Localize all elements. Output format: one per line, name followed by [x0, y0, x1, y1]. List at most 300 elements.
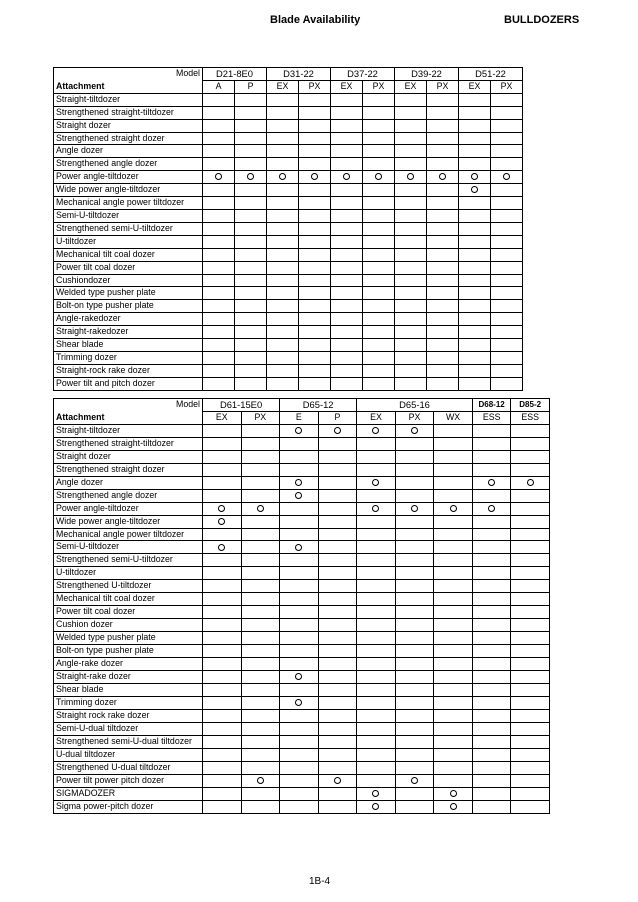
- table-row: [54, 683, 550, 696]
- table-row: [54, 248, 523, 261]
- attachment-label: Attachment: [54, 411, 203, 424]
- availability-cell: [395, 606, 434, 619]
- availability-cell: [299, 339, 331, 352]
- availability-cell: [267, 377, 299, 390]
- table-row: [54, 145, 523, 158]
- availability-cell: [511, 502, 550, 515]
- attachment-name: Cushion dozer: [54, 619, 203, 632]
- availability-cell: [203, 554, 242, 567]
- availability-cell: [318, 554, 357, 567]
- available-circle-icon: [247, 173, 254, 180]
- availability-cell: [395, 287, 427, 300]
- availability-cell: [203, 632, 242, 645]
- table-row: [54, 671, 550, 684]
- attachment-name: Strengthened straight-tiltdozer: [54, 437, 203, 450]
- availability-cell: [395, 593, 434, 606]
- availability-cell: [395, 93, 427, 106]
- availability-cell: [203, 502, 242, 515]
- table-row: [54, 761, 550, 774]
- model-group-header: D37-22: [331, 68, 395, 81]
- variant-header: EX: [267, 80, 299, 93]
- availability-cell: [491, 339, 523, 352]
- availability-cell: [280, 619, 319, 632]
- availability-cell: [357, 671, 396, 684]
- availability-cell: [299, 351, 331, 364]
- availability-cell: [280, 696, 319, 709]
- availability-cell: [203, 248, 235, 261]
- availability-cell: [280, 632, 319, 645]
- variant-header-row: [54, 80, 523, 93]
- availability-cell: [267, 119, 299, 132]
- availability-cell: [318, 528, 357, 541]
- availability-cell: [434, 787, 473, 800]
- availability-cell: [363, 339, 395, 352]
- availability-cell: [427, 326, 459, 339]
- availability-cell: [434, 774, 473, 787]
- availability-cell: [299, 235, 331, 248]
- availability-cell: [434, 554, 473, 567]
- availability-cell: [203, 580, 242, 593]
- availability-cell: [331, 248, 363, 261]
- model-group-header: D31-22: [267, 68, 331, 81]
- availability-cell: [318, 567, 357, 580]
- availability-cell: [267, 132, 299, 145]
- availability-cell: [299, 377, 331, 390]
- availability-cell: [203, 437, 242, 450]
- availability-cell: [472, 476, 511, 489]
- availability-cell: [203, 184, 235, 197]
- availability-cell: [511, 658, 550, 671]
- availability-cell: [363, 377, 395, 390]
- availability-cell: [241, 658, 280, 671]
- available-circle-icon: [372, 427, 379, 434]
- availability-cell: [395, 197, 427, 210]
- attachment-name: Strengthened angle dozer: [54, 158, 203, 171]
- available-circle-icon: [411, 427, 418, 434]
- attachment-name: Semi-U-dual tiltdozer: [54, 722, 203, 735]
- table-row: [54, 132, 523, 145]
- table-row: [54, 528, 550, 541]
- attachment-name: SIGMADOZER: [54, 787, 203, 800]
- availability-cell: [395, 683, 434, 696]
- availability-cell: [511, 619, 550, 632]
- table-row: [54, 339, 523, 352]
- available-circle-icon: [527, 479, 534, 486]
- availability-cell: [280, 709, 319, 722]
- availability-cell: [203, 274, 235, 287]
- availability-cell: [434, 502, 473, 515]
- availability-cell: [511, 722, 550, 735]
- availability-cell: [267, 300, 299, 313]
- availability-cell: [511, 463, 550, 476]
- availability-cell: [357, 722, 396, 735]
- availability-cell: [203, 671, 242, 684]
- availability-cell: [472, 437, 511, 450]
- availability-cell: [299, 171, 331, 184]
- availability-cell: [331, 209, 363, 222]
- availability-cell: [280, 671, 319, 684]
- table-row: [54, 554, 550, 567]
- availability-cell: [280, 554, 319, 567]
- availability-cell: [511, 787, 550, 800]
- availability-cell: [363, 287, 395, 300]
- availability-cell: [395, 476, 434, 489]
- availability-cell: [357, 580, 396, 593]
- availability-cell: [459, 364, 491, 377]
- availability-cell: [511, 554, 550, 567]
- table-row: [54, 748, 550, 761]
- availability-cell: [357, 774, 396, 787]
- attachment-name: Angle-rakedozer: [54, 313, 203, 326]
- availability-cell: [203, 132, 235, 145]
- table-row: [54, 696, 550, 709]
- availability-cell: [357, 424, 396, 437]
- available-circle-icon: [488, 479, 495, 486]
- availability-cell: [235, 351, 267, 364]
- availability-cell: [241, 671, 280, 684]
- availability-cell: [318, 593, 357, 606]
- availability-cell: [427, 287, 459, 300]
- attachment-name: Straight-rake dozer: [54, 671, 203, 684]
- availability-cell: [363, 364, 395, 377]
- availability-cell: [491, 197, 523, 210]
- availability-cell: [203, 158, 235, 171]
- availability-cell: [299, 364, 331, 377]
- table-row: [54, 515, 550, 528]
- attachment-name: Strengthened U-dual tiltdozer: [54, 761, 203, 774]
- availability-cell: [357, 787, 396, 800]
- availability-cell: [241, 554, 280, 567]
- availability-cell: [331, 106, 363, 119]
- availability-cell: [318, 632, 357, 645]
- attachment-name: Power angle-tiltdozer: [54, 502, 203, 515]
- availability-cell: [395, 313, 427, 326]
- availability-cell: [203, 658, 242, 671]
- table-row: [54, 184, 523, 197]
- availability-cell: [472, 424, 511, 437]
- availability-cell: [235, 339, 267, 352]
- attachment-name: U-dual tiltdozer: [54, 748, 203, 761]
- availability-cell: [491, 132, 523, 145]
- availability-cell: [203, 463, 242, 476]
- attachment-name: Strengthened straight dozer: [54, 463, 203, 476]
- availability-cell: [395, 515, 434, 528]
- availability-cell: [395, 364, 427, 377]
- available-circle-icon: [295, 699, 302, 706]
- attachment-name: Cushiondozer: [54, 274, 203, 287]
- attachment-name: Strengthened semi-U-tiltdozer: [54, 554, 203, 567]
- availability-cell: [395, 377, 427, 390]
- available-circle-icon: [215, 173, 222, 180]
- availability-cell: [235, 235, 267, 248]
- availability-cell: [395, 722, 434, 735]
- table-row: [54, 300, 523, 313]
- available-circle-icon: [295, 492, 302, 499]
- attachment-name: U-tiltdozer: [54, 567, 203, 580]
- table-row: [54, 437, 550, 450]
- available-circle-icon: [372, 505, 379, 512]
- availability-cell: [472, 774, 511, 787]
- availability-cell: [318, 437, 357, 450]
- availability-cell: [235, 209, 267, 222]
- availability-cell: [357, 489, 396, 502]
- availability-cell: [491, 377, 523, 390]
- availability-cell: [363, 248, 395, 261]
- availability-cell: [203, 683, 242, 696]
- variant-header: ESS: [472, 411, 511, 424]
- available-circle-icon: [375, 173, 382, 180]
- availability-cell: [395, 671, 434, 684]
- availability-cell: [280, 606, 319, 619]
- availability-cell: [299, 274, 331, 287]
- availability-cell: [491, 248, 523, 261]
- availability-cell: [511, 528, 550, 541]
- availability-cell: [203, 709, 242, 722]
- availability-cell: [318, 645, 357, 658]
- availability-cell: [434, 580, 473, 593]
- availability-cell: [235, 197, 267, 210]
- model-header-row: [54, 68, 523, 81]
- attachment-name: Bolt-on type pusher plate: [54, 300, 203, 313]
- attachment-name: Mechanical angle power tiltdozer: [54, 528, 203, 541]
- variant-header: PX: [299, 80, 331, 93]
- availability-cell: [511, 683, 550, 696]
- availability-cell: [203, 209, 235, 222]
- availability-cell: [318, 709, 357, 722]
- available-circle-icon: [295, 479, 302, 486]
- attachment-name: Sigma power-pitch dozer: [54, 800, 203, 813]
- available-circle-icon: [372, 803, 379, 810]
- availability-cell: [363, 222, 395, 235]
- attachment-name: Trimming dozer: [54, 696, 203, 709]
- availability-cell: [267, 339, 299, 352]
- availability-cell: [203, 424, 242, 437]
- attachment-label: Attachment: [54, 80, 203, 93]
- table-row: [54, 476, 550, 489]
- availability-cell: [395, 184, 427, 197]
- availability-cell: [434, 515, 473, 528]
- available-circle-icon: [488, 505, 495, 512]
- availability-cell: [235, 158, 267, 171]
- availability-cell: [511, 735, 550, 748]
- availability-cell: [434, 489, 473, 502]
- available-circle-icon: [295, 673, 302, 680]
- availability-cell: [434, 800, 473, 813]
- availability-cell: [395, 351, 427, 364]
- availability-cell: [267, 222, 299, 235]
- availability-cell: [395, 171, 427, 184]
- availability-cell: [472, 515, 511, 528]
- availability-cell: [241, 709, 280, 722]
- availability-cell: [363, 171, 395, 184]
- availability-cell: [459, 209, 491, 222]
- available-circle-icon: [471, 173, 478, 180]
- availability-cell: [280, 424, 319, 437]
- table-row: [54, 658, 550, 671]
- attachment-name: Mechanical tilt coal dozer: [54, 248, 203, 261]
- table-row: [54, 235, 523, 248]
- table-row: [54, 489, 550, 502]
- availability-cell: [357, 528, 396, 541]
- availability-cell: [235, 377, 267, 390]
- availability-cell: [357, 619, 396, 632]
- table-row: [54, 722, 550, 735]
- availability-cell: [363, 261, 395, 274]
- availability-cell: [472, 787, 511, 800]
- availability-cell: [491, 119, 523, 132]
- availability-cell: [203, 748, 242, 761]
- availability-cell: [241, 515, 280, 528]
- availability-cell: [280, 476, 319, 489]
- availability-cell: [427, 364, 459, 377]
- availability-cell: [318, 502, 357, 515]
- table-row: [54, 326, 523, 339]
- availability-cell: [472, 606, 511, 619]
- availability-cell: [491, 158, 523, 171]
- availability-cell: [280, 761, 319, 774]
- availability-cell: [434, 748, 473, 761]
- availability-cell: [203, 593, 242, 606]
- availability-cell: [203, 261, 235, 274]
- available-circle-icon: [343, 173, 350, 180]
- availability-cell: [357, 541, 396, 554]
- availability-cell: [395, 645, 434, 658]
- availability-cell: [280, 683, 319, 696]
- availability-cell: [241, 761, 280, 774]
- availability-cell: [395, 248, 427, 261]
- availability-cell: [280, 489, 319, 502]
- availability-cell: [357, 658, 396, 671]
- availability-cell: [427, 197, 459, 210]
- availability-cell: [472, 450, 511, 463]
- availability-cell: [267, 93, 299, 106]
- availability-cell: [395, 567, 434, 580]
- availability-cell: [331, 145, 363, 158]
- availability-cell: [459, 287, 491, 300]
- availability-cell: [203, 364, 235, 377]
- blade-availability-table-1: [53, 67, 523, 391]
- availability-cell: [267, 184, 299, 197]
- availability-cell: [318, 606, 357, 619]
- availability-cell: [427, 339, 459, 352]
- availability-cell: [395, 554, 434, 567]
- availability-cell: [280, 800, 319, 813]
- availability-cell: [472, 722, 511, 735]
- availability-cell: [395, 463, 434, 476]
- table-row: [54, 209, 523, 222]
- attachment-name: Welded type pusher plate: [54, 287, 203, 300]
- availability-cell: [267, 287, 299, 300]
- availability-cell: [427, 274, 459, 287]
- availability-cell: [511, 424, 550, 437]
- available-circle-icon: [334, 777, 341, 784]
- availability-cell: [427, 93, 459, 106]
- availability-cell: [235, 106, 267, 119]
- available-circle-icon: [279, 173, 286, 180]
- availability-cell: [472, 761, 511, 774]
- availability-cell: [203, 450, 242, 463]
- availability-cell: [241, 437, 280, 450]
- availability-cell: [357, 748, 396, 761]
- availability-cell: [511, 774, 550, 787]
- availability-cell: [203, 106, 235, 119]
- availability-cell: [459, 274, 491, 287]
- availability-cell: [459, 184, 491, 197]
- availability-cell: [472, 683, 511, 696]
- availability-cell: [318, 735, 357, 748]
- availability-cell: [472, 800, 511, 813]
- availability-cell: [395, 709, 434, 722]
- availability-cell: [491, 326, 523, 339]
- attachment-name: Angle dozer: [54, 476, 203, 489]
- available-circle-icon: [439, 173, 446, 180]
- model-group-header: D65-12: [280, 399, 357, 412]
- availability-cell: [363, 274, 395, 287]
- attachment-name: Power tilt and pitch dozer: [54, 377, 203, 390]
- availability-cell: [459, 132, 491, 145]
- availability-cell: [203, 528, 242, 541]
- availability-cell: [363, 93, 395, 106]
- availability-cell: [241, 683, 280, 696]
- availability-cell: [318, 541, 357, 554]
- availability-cell: [241, 696, 280, 709]
- available-circle-icon: [450, 803, 457, 810]
- availability-cell: [472, 502, 511, 515]
- availability-cell: [427, 351, 459, 364]
- availability-cell: [299, 222, 331, 235]
- availability-cell: [267, 106, 299, 119]
- availability-cell: [427, 248, 459, 261]
- attachment-name: Straight-rock rake dozer: [54, 364, 203, 377]
- model-group-header: D68-12: [472, 399, 511, 412]
- availability-cell: [491, 209, 523, 222]
- availability-cell: [363, 145, 395, 158]
- availability-cell: [357, 450, 396, 463]
- availability-cell: [203, 326, 235, 339]
- availability-cell: [363, 158, 395, 171]
- model-group-header: D61-15E0: [203, 399, 280, 412]
- availability-cell: [318, 424, 357, 437]
- available-circle-icon: [218, 518, 225, 525]
- availability-cell: [318, 489, 357, 502]
- availability-cell: [511, 606, 550, 619]
- availability-cell: [511, 761, 550, 774]
- availability-cell: [241, 735, 280, 748]
- availability-cell: [459, 93, 491, 106]
- availability-cell: [511, 437, 550, 450]
- available-circle-icon: [372, 479, 379, 486]
- availability-cell: [331, 326, 363, 339]
- attachment-name: Straight-tiltdozer: [54, 424, 203, 437]
- availability-cell: [331, 313, 363, 326]
- availability-cell: [472, 645, 511, 658]
- attachment-name: Straight dozer: [54, 450, 203, 463]
- availability-cell: [280, 541, 319, 554]
- availability-cell: [491, 364, 523, 377]
- availability-cell: [434, 696, 473, 709]
- availability-cell: [395, 528, 434, 541]
- availability-cell: [299, 158, 331, 171]
- availability-cell: [472, 735, 511, 748]
- availability-cell: [434, 450, 473, 463]
- availability-cell: [280, 515, 319, 528]
- availability-cell: [434, 437, 473, 450]
- table-row: [54, 567, 550, 580]
- table-row: [54, 287, 523, 300]
- attachment-name: Straight rock rake dozer: [54, 709, 203, 722]
- availability-cell: [363, 326, 395, 339]
- variant-header-row: [54, 411, 550, 424]
